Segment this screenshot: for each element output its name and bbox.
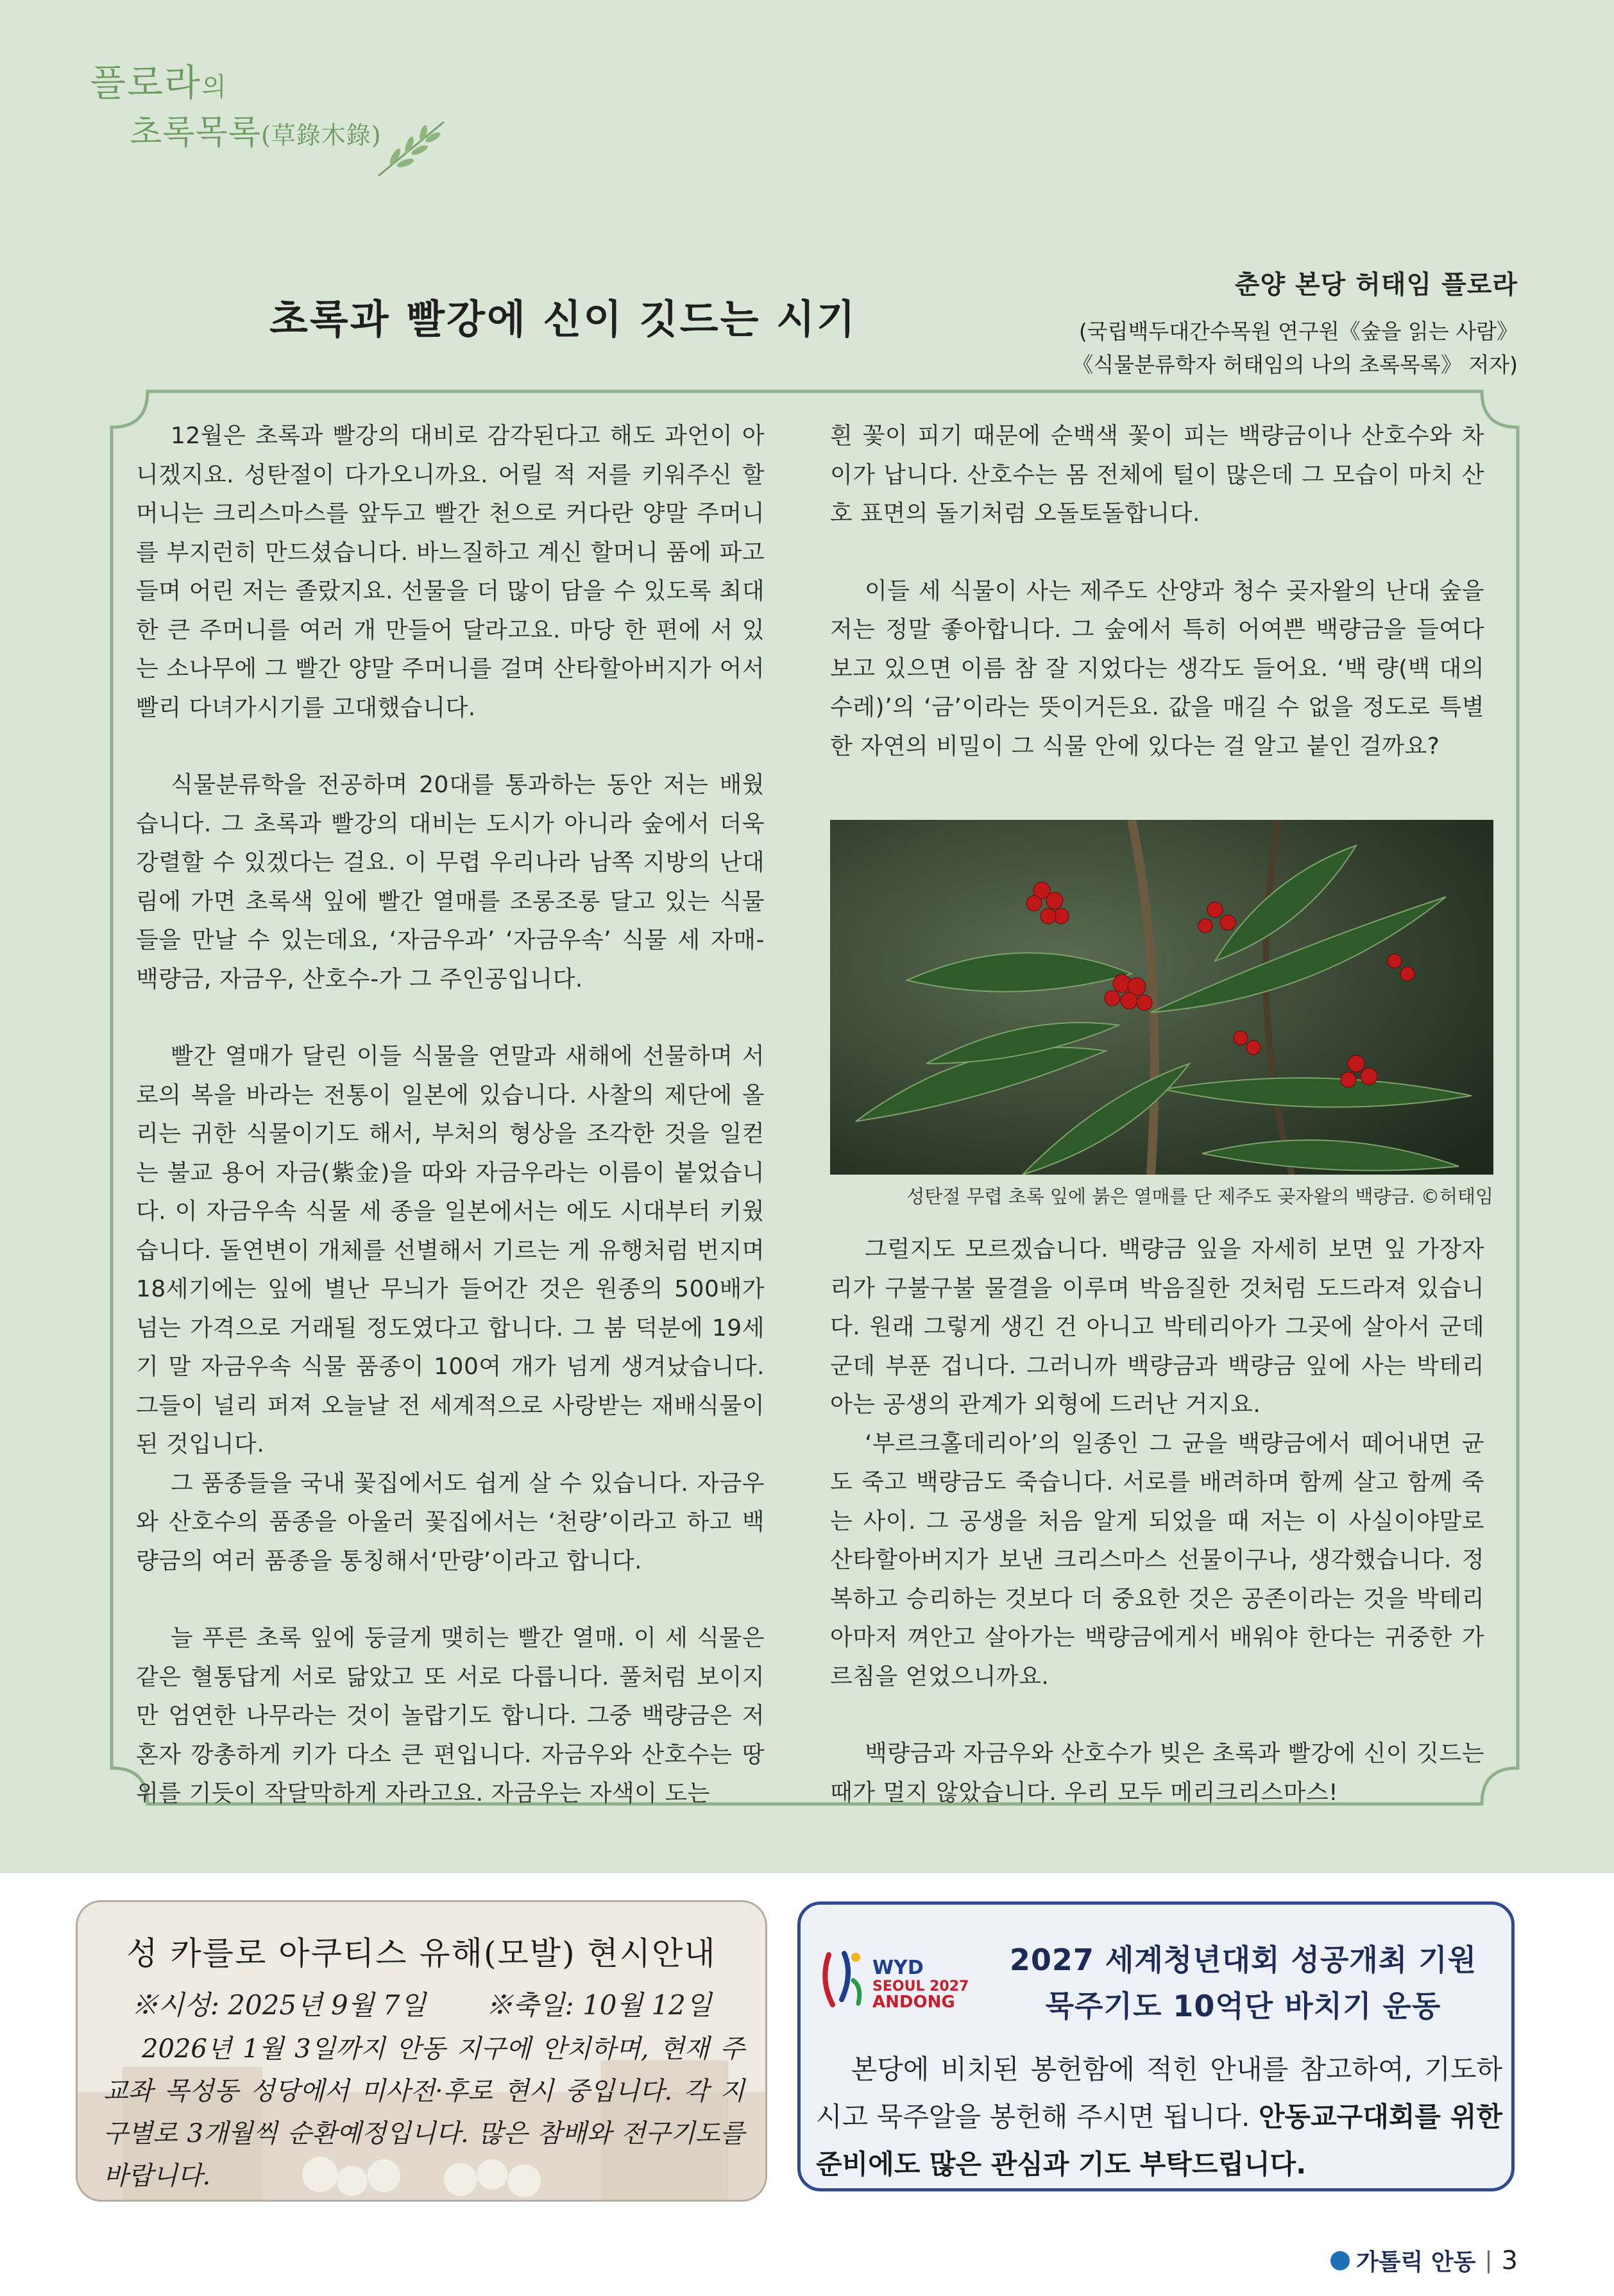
article-column-left bbox=[136, 417, 765, 1814]
wyd-logo bbox=[816, 1942, 976, 2012]
paragraph: 12월은 초록과 빨강의 대비로 감각된다고 해도 과언이 아니겠지요. 성탄절이 다가오니까요. 어릴 적 저를 키워주신 할머니는 크리스마스를 앞두고 빨간 천으로 커다란 양말 주머니를 부지런히 만드셨습니다. 바느질하고 계신 할머니 품에 파고들며 어린 저는 졸랐지요. 선물을 더 많이 담을 수 있도록 최대한 큰 주머니를 여러 개 만들어 달라고요. 마당 한 편에 서 있는 소나무에 그 빨간 양말 주머니를 걸며 산타할아버지가 어서 빨리 다녀가시기를 고대했습니다. bbox=[136, 423, 765, 721]
page-footer bbox=[1330, 2244, 1518, 2277]
paragraph: 식물분류학을 전공하며 20대를 통과하는 동안 저는 배웠습니다. 그 초록과 빨강의 대비는 도시가 아니라 숲에서 더욱 강렬할 수 있겠다는 걸요. 이 무렵 우리나라 남쪽 지방의 난대림에 가면 초록색 잎에 빨간 열매를 조롱조롱 달고 있는 식물들을 만날 수 있는데요, ‘자금우과’ ‘자금우속’ 식물 세 자매-백량금, 자금우, 산호수-가 그 주인공입니다. bbox=[136, 772, 765, 992]
notice-dates bbox=[78, 1984, 765, 2023]
svg-text:ANDONG: ANDONG bbox=[872, 1993, 955, 2012]
author-affiliation-1: (국립백두대간수목원 연구원《숲을 읽는 사람》 bbox=[1078, 319, 1518, 344]
footer-separator: | bbox=[1484, 2247, 1493, 2274]
leaf-branch-icon bbox=[372, 117, 449, 181]
author-name: 춘양 본당 허태임 플로라 bbox=[1234, 270, 1518, 300]
paragraph: 백량금과 자금우와 산호수가 빚은 초록과 빨강에 신이 깃드는 때가 멀지 않았습니다. 우리 모두 메리크리스마스! bbox=[830, 1740, 1484, 1806]
wyd-title-line-1: 2027 세계청년대회 성공개최 기원 bbox=[1009, 1943, 1477, 1977]
article-column-right-top bbox=[830, 417, 1484, 766]
feast-date: ※축일: 10월 12일 bbox=[486, 1989, 712, 2021]
plant-photo bbox=[830, 820, 1493, 1175]
svg-text:SEOUL 2027: SEOUL 2027 bbox=[872, 1978, 969, 1994]
photo-caption: 성탄절 무렵 초록 잎에 붉은 열매를 단 제주도 곶자왈의 백량금. ©허태임 bbox=[906, 1186, 1493, 1207]
byline bbox=[1072, 264, 1518, 382]
wyd-title bbox=[993, 1937, 1493, 2029]
publication-logo-icon bbox=[1330, 2251, 1350, 2270]
paragraph: 그 품종들을 국내 꽃집에서도 쉽게 살 수 있습니다. 자금우와 산호수의 품종을 아울러 꽃집에서는 ‘천량’이라고 하고 백량금의 여러 품종을 통칭해서‘만량’이라고 합니다. bbox=[136, 1470, 765, 1574]
paragraph: ‘부르크홀데리아’의 일종인 그 균을 백량금에서 떼어내면 균도 죽고 백량금도 죽습니다. 서로를 배려하며 함께 살고 함께 죽는 사이. 그 공생을 처음 알게 되었을 때 저는 이 사실이야말로 산타할아버지가 보낸 크리스마스 선물이구나, 생각했습니다. 정복하고 승리하는 것보다 더 중요한 것은 공존이라는 것을 박테리아마저 껴안고 살아가는 백량금에게서 배워야 한다는 귀중한 가르침을 얻었으니까요. bbox=[830, 1430, 1484, 1690]
paragraph: 흰 꽃이 피기 때문에 순백색 꽃이 피는 백량금이나 산호수와 차이가 납니다. 산호수는 몸 전체에 털이 많은데 그 모습이 마치 산호 표면의 돌기처럼 오돌토돌합니다. bbox=[830, 423, 1484, 527]
paragraph: 그럴지도 모르겠습니다. 백량금 잎을 자세히 보면 잎 가장자리가 구불구불 물결을 이루며 박음질한 것처럼 도드라져 있습니다. 원래 그렇게 생긴 건 아니고 박테리아가 그곳에 살아서 군데군데 부푼 겁니다. 그러니까 백량금과 백량금 잎에 사는 박테리아는 공생의 관계가 외형에 드러난 거지요. bbox=[830, 1236, 1484, 1418]
relic-notice-box bbox=[76, 1900, 767, 2202]
canonization-date: ※시성: 2025년 9월 7일 bbox=[131, 1989, 426, 2021]
paragraph: 이들 세 식물이 사는 제주도 산양과 청수 곶자왈의 난대 숲을 저는 정말 좋아합니다. 그 숲에서 특히 어여쁜 백량금을 들여다보고 있으면 이름 참 잘 지었다는 생각도 들어요. ‘백 량(백 대의 수레)’의 ‘금’이라는 뜻이거든요. 값을 매길 수 없을 정도로 특별한 자연의 비밀이 그 식물 안에 있다는 걸 알고 붙인 걸까요? bbox=[830, 577, 1484, 760]
wyd-campaign-box bbox=[797, 1901, 1515, 2191]
series-subtitle: 초록목록 bbox=[130, 114, 261, 152]
series-name: 플로라 bbox=[90, 61, 202, 105]
page-number: 3 bbox=[1501, 2245, 1518, 2275]
wyd-body-text: 본당에 비치된 봉헌함에 적힌 안내를 참고하여, 기도하시고 묵주알을 봉헌해 주시면 됩니다. bbox=[816, 2054, 1502, 2132]
series-logo bbox=[90, 53, 449, 174]
wyd-body bbox=[816, 2046, 1502, 2188]
wyd-title-line-2: 묵주기도 10억단 바치기 운동 bbox=[1045, 1989, 1441, 2023]
notice-body: 2026년 1월 3일까지 안동 지구에 안치하며, 현재 주교좌 목성동 성당에서 미사전·후로 현시 중입니다. 각 지구별로 3개월씩 순환예정입니다. 많은 참배와 전구기도를 바랍니다. bbox=[103, 2034, 745, 2191]
series-hanja: (草錄木錄) bbox=[260, 121, 382, 149]
series-particle: 의 bbox=[201, 72, 228, 102]
author-affiliation-2: 《식물분류학자 허태임의 나의 초록목록》 저자) bbox=[1072, 352, 1518, 377]
notice-title: 성 카를로 아쿠티스 유해(모발) 현시안내 bbox=[126, 1935, 717, 1972]
publication-name: 가톨릭 안동 bbox=[1355, 2249, 1476, 2275]
article-column-right-bottom bbox=[830, 1230, 1484, 1812]
wyd-body-emphasis: 안동교구대회를 위한 준비에도 많은 관심과 기도 부탁드립니다. bbox=[816, 2101, 1502, 2180]
svg-text:WYD: WYD bbox=[872, 1957, 924, 1979]
paragraph: 빨간 열매가 달린 이들 식물을 연말과 새해에 선물하며 서로의 복을 바라는 전통이 일본에 있습니다. 사찰의 제단에 올리는 귀한 식물이기도 해서, 부처의 형상을 조각한 것을 일컫는 불교 용어 자금(紫金)을 따와 자금우라는 이름이 붙었습니다. 이 자금우속 식물 세 종을 일본에서는 에도 시대부터 키웠습니다. 돌연변이 개체를 선별해서 기르는 게 유행처럼 번지며 18세기에는 잎에 별난 무늬가 들어간 것은 원종의 500배가 넘는 가격으로 거래될 정도였다고 합니다. 그 붐 덕분에 19세기 말 자금우속 식물 품종이 100여 개가 넘게 생겨났습니다. 그들이 널리 퍼져 오늘날 전 세계적으로 사랑받는 재배식물이 된 것입니다. bbox=[136, 1043, 765, 1458]
paragraph: 늘 푸른 초록 잎에 둥글게 맺히는 빨간 열매. 이 세 식물은 같은 혈통답게 서로 닮았고 또 서로 다릅니다. 풀처럼 보이지만 엄연한 나무라는 것이 놀랍기도 합니다. 그중 백량금은 저 혼자 깡총하게 키가 다소 큰 편입니다. 자금우와 산호수는 땅 위를 기듯이 작달막하게 자라고요. 자금우는 자색이 도는 bbox=[136, 1625, 765, 1807]
article-title: 초록과 빨강에 신이 깃드는 시기 bbox=[269, 296, 857, 343]
